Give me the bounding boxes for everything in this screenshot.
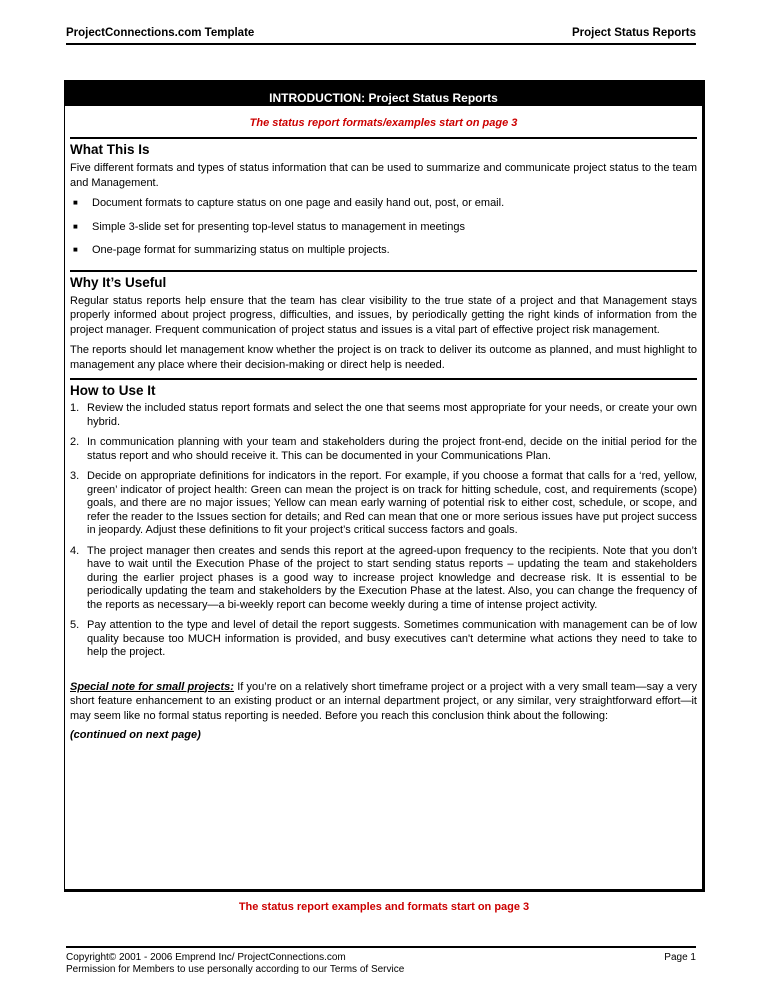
- list-item: [70, 220, 697, 235]
- list-item: [70, 196, 697, 211]
- footer-copyright: Copyright© 2001 - 2006 Emprend Inc/ ProjectConnections.com: [66, 952, 346, 963]
- section-heading: Why It’s Useful: [70, 274, 167, 290]
- list-item: [70, 545, 697, 613]
- page-number: Page 1: [664, 952, 696, 963]
- list-item: [70, 243, 697, 258]
- section-why-useful: [70, 270, 697, 373]
- bullet-list: [70, 196, 697, 258]
- list-item-text: Simple 3-slide set for presenting top-level status to management in meetings: [92, 220, 465, 233]
- bullet-icon: ■: [73, 245, 78, 254]
- list-item: [70, 470, 697, 538]
- numbered-list: [70, 402, 697, 660]
- special-note: [70, 680, 697, 724]
- step-text: Pay attention to the type and level of detail the report suggests. Sometimes communication with management can be of low quality because too MUCH information is provided, and busy executives can't determine what actions they need to take to help the project.: [87, 619, 697, 658]
- paragraph: The reports should let management know whether the project is on track to deliver its outcome as planned, and must highlight to management any place where their decision-making or direct help is needed.: [70, 344, 697, 371]
- bullet-icon: ■: [73, 221, 78, 231]
- step-text: The project manager then creates and sends this report at the agreed-upon frequency to the recipients. Note that you don’t have to wait until the Execution Phase of the project to start sending status reports – updating the team and stakeholders during the earlier project phases is a good way to increase project knowledge and decrease risk. It is essential to be periodically updating the team and stakeholders by the Execution Phase at the latest. Also, you can change the frequency of the reports as necessary—a bi-weekly report can become weekly during a time of intense project activity.: [87, 544, 697, 611]
- step-text: In communication planning with your team and stakeholders during the project front-end, decide on the initial period for the status report and who should receive it. This can be documented in your Communications Plan.: [87, 436, 697, 462]
- list-item: [70, 436, 697, 463]
- continued-note: (continued on next page): [70, 729, 201, 741]
- section-heading: How to Use It: [70, 383, 156, 398]
- special-note-text: If you’re on a relatively short timeframe project or a project with a very small team—say a very short feature enhancement to an existing product or an internal department project, or any similar, very straightforward effort—it may seem like no formal status reporting is needed. Before you reach this conclusion think about the following:: [70, 680, 697, 722]
- step-number: 2.: [70, 436, 80, 448]
- list-item: [70, 619, 697, 660]
- introduction-box: [64, 80, 705, 892]
- paragraph: Regular status reports help ensure that the team has clear visibility to the true state of a project and that Management stays properly informed about project progress, difficulties, and issues, by periodically getting the right kinds of information from the project manager. Frequent communication of project status and issues is a vital part of effective project risk management.: [70, 294, 697, 336]
- introduction-subtitle: The status report formats/examples start on page 3: [249, 117, 518, 129]
- footer-permission: Permission for Members to use personally according to our Terms of Service: [66, 964, 405, 975]
- step-number: 4.: [70, 544, 80, 557]
- header-template-name: ProjectConnections.com Template: [66, 27, 255, 39]
- page-footer: [66, 946, 696, 976]
- list-item-text: Document formats to capture status on one page and easily hand out, post, or email.: [92, 197, 505, 209]
- step-number: 1.: [70, 402, 80, 414]
- introduction-title: INTRODUCTION: Project Status Reports: [269, 91, 498, 105]
- section-what-this-is: [70, 137, 697, 258]
- header-document-title: Project Status Reports: [572, 27, 696, 39]
- special-note-lead: Special note for small projects:: [70, 680, 234, 693]
- introduction-title-bar: [65, 81, 702, 106]
- page-header: [66, 25, 696, 45]
- bottom-note: The status report examples and formats start on page 3: [238, 901, 530, 913]
- step-text: Review the included status report formats and select the one that seems most appropriate for your needs, or create your own hybrid.: [87, 402, 697, 428]
- list-item: [70, 402, 697, 429]
- step-number: 5.: [70, 619, 80, 631]
- bullet-icon: ■: [73, 198, 78, 207]
- section-heading: What This Is: [70, 142, 150, 157]
- step-number: 3.: [70, 470, 80, 482]
- step-text: Decide on appropriate definitions for indicators in the report. For example, if you choose a format that calls for a ‘red, yellow, green’ indicator of project health: Green can mean the project is on track for hitting schedule, cost, and requirements (scope) goals, and there are no major issues; Yellow can mean early warning of potential risk to either cost, schedule, or scope, and refer the reader to the Issues section for details; and Red can mean that one or more serious issues have put project success in jeopardy. Adjust these definitions to fit your project’s critical success factors and goals.: [87, 470, 697, 536]
- list-item-text: One-page format for summarizing status on multiple projects.: [92, 244, 390, 256]
- section-how-to-use: [70, 378, 697, 660]
- section-intro: Five different formats and types of status information that can be used to summarize and communicate project status to the team and Management.: [70, 162, 697, 189]
